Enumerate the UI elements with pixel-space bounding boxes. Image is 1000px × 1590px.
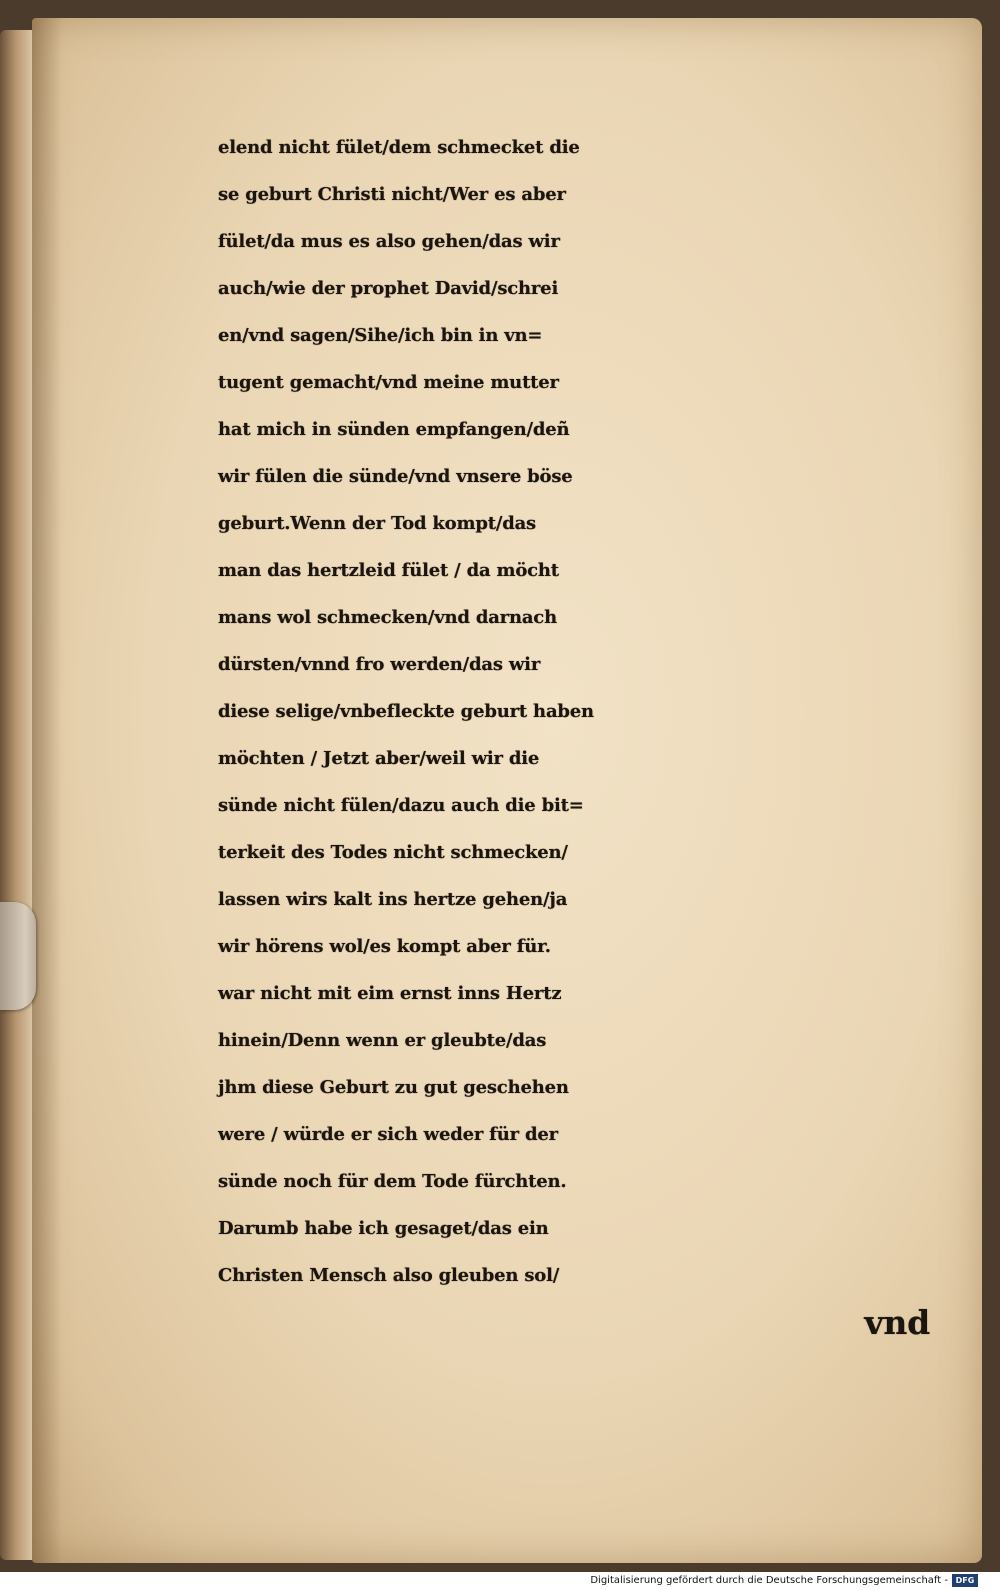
text-line: hinein/Denn wenn er gleubte/das <box>218 1030 547 1051</box>
catchword: vnd <box>864 1303 930 1342</box>
text-line: elend nicht fület/dem schmecket die <box>218 137 580 158</box>
text-line: Darumb habe ich gesaget/das ein <box>218 1218 549 1239</box>
text-line: auch/wie der prophet David/schrei <box>218 278 559 299</box>
text-line: en/vnd sagen/Sihe/ich bin in vn= <box>218 325 543 346</box>
footer-bar <box>0 1572 1000 1590</box>
text-line: lassen wirs kalt ins hertze gehen/ja <box>218 889 568 910</box>
text-line: terkeit des Todes nicht schmecken/ <box>218 842 568 863</box>
page-gutter-shadow <box>32 18 62 1563</box>
text-line: wir fülen die sünde/vnd vnsere böse <box>218 466 573 487</box>
text-line: sünde noch für dem Tode fürchten. <box>218 1171 567 1192</box>
text-line: were / würde er sich weder für der <box>218 1124 558 1145</box>
dfg-logo: DFG <box>952 1574 978 1587</box>
text-line: möchten / Jetzt aber/weil wir die <box>218 748 540 769</box>
text-line: mans wol schmecken/vnd darnach <box>218 607 557 628</box>
text-line: dürsten/vnnd fro werden/das wir <box>218 654 541 675</box>
text-line: geburt.Wenn der Tod kompt/das <box>218 513 536 534</box>
text-line: jhm diese Geburt zu gut geschehen <box>218 1077 569 1098</box>
funding-credit: Digitalisierung gefördert durch die Deutsche Forschungsgemeinschaft - <box>590 1575 948 1586</box>
text-line: hat mich in sünden empfangen/deñ <box>218 419 570 440</box>
text-line: Christen Mensch also gleuben sol/ <box>218 1265 560 1286</box>
book-clasp <box>0 902 36 1010</box>
text-line: diese selige/vnbefleckte geburt haben <box>218 701 594 722</box>
text-line: man das hertzleid fület / da möcht <box>218 560 559 581</box>
text-line: tugent gemacht/vnd meine mutter <box>218 372 559 393</box>
text-line: war nicht mit eim ernst inns Hertz <box>218 983 562 1004</box>
page-text-block <box>218 124 958 1346</box>
text-line: se geburt Christi nicht/Wer es aber <box>218 184 566 205</box>
text-line: sünde nicht fülen/dazu auch die bit= <box>218 795 584 816</box>
text-line: fület/da mus es also gehen/das wir <box>218 231 560 252</box>
text-line: wir hörens wol/es kompt aber für. <box>218 936 551 957</box>
